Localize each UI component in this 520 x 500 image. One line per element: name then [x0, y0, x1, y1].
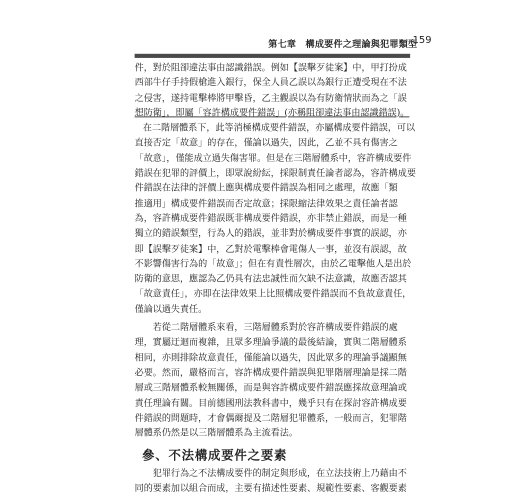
text-line: 必要。然而，嚴格而言，容許構成要件錯誤與犯罪階層理論是採二階 [134, 367, 407, 378]
text-line: 僅論以過失責任。 [134, 303, 208, 315]
text-line: 為，容許構成要件錯誤既非構成要件錯誤，亦非禁止錯誤，而是一種 [134, 212, 407, 224]
text-line: 件，對於阻卻違法事由認識錯誤。例如【誤擊歹徒案】中，甲打扮成 [134, 62, 407, 73]
paragraph-2 [135, 320, 412, 441]
text-line: 「故意責任」，亦即在法律效果上比照構成要件錯誤而不負故意責任， [134, 288, 412, 300]
text-line: 理，實屬迂迴而複雜，且眾多理論爭議的最後結論，實與二階層體系 [134, 337, 407, 348]
book-page [46, 6, 475, 494]
text-line: 件錯誤的問題時，才會偶爾提及二階層犯罪體系，一般而言，犯罪階 [134, 412, 407, 424]
text-line: 同的要素加以組合而成，主要有描述性要素、規範性要素、客觀要素 [134, 482, 407, 494]
text-line: 件錯誤在法律的評價上應與構成要件錯誤為相同之處理，故應「類 [134, 182, 398, 194]
section-heading: 參、不法構成要件之要素 [142, 447, 288, 463]
text-line: 「故意」，僅能成立過失傷害罪。但是在三階層體系中，容許構成要件 [134, 152, 412, 164]
paragraph-3 [135, 466, 412, 496]
page-number: 159 [412, 34, 432, 46]
text-line: 錯誤在犯罪的評價上，即眾說紛紜，採限制責任論者認為，容許構成要 [134, 167, 416, 179]
text-line: 之侵害，遂持電擊棒將甲擊昏，乙主觀誤以為有防衛情狀而為之「誤 [134, 92, 407, 103]
text-line: 層體系仍然是以三階層體系為主流看法。 [134, 427, 298, 439]
text-line: 在二階層體系下，此等消極構成要件錯誤，亦屬構成要件錯誤，可以 [142, 122, 416, 134]
text-line: 即【誤擊歹徒案】中，乙對於電擊棒會電傷人一事，並沒有誤認，故 [134, 243, 407, 254]
text-line: 西部牛仔手持假槍進入銀行，保全人員乙誤以為銀行正遭受現在不法 [134, 77, 407, 88]
text-line: 犯罪行為之不法構成要件的制定與形成，在立法技術上乃藉由不 [152, 467, 407, 479]
text-line: 相同，亦則排除故意責任，僅能論以過失，因此眾多的理論爭議顯無 [134, 352, 407, 363]
header-rule [135, 54, 411, 58]
text-line: 想防衛」，即屬「容許構成要件錯誤」(亦稱阻卻違法事由認識錯誤)。 [134, 107, 410, 119]
text-line: 責任理論有關。目前德國刑法教科書中，幾乎只有在探討容許構成要 [134, 397, 407, 409]
text-line: 獨立的錯誤類型，行為人的錯誤，並非對於構成要件事實的誤認，亦 [134, 228, 407, 239]
chapter-header-title: 第七章 構成要件之理論與犯罪類型 [268, 38, 418, 50]
paragraph-1 [134, 60, 416, 317]
text-line: 防衛的意思，應認為乙仍具有法忠誠性而欠缺不法意識，故應否認其 [134, 273, 407, 285]
text-line: 直接否定「故意」的存在，僅論以過失，因此，乙並不具有傷害之 [134, 137, 398, 149]
text-line: 若從二階層體系來看，三階層體系對於容許構成要件錯誤的處 [152, 321, 398, 333]
text-line: 層或三階層體系較無關係，而是與容許構成要件錯誤應採故意理論或 [134, 382, 407, 394]
text-line: 推適用」構成要件錯誤而否定故意；採限縮法律效果之責任論者認 [134, 197, 398, 209]
text-line: 不影響傷害行為的「故意」；但在有責性層次，由於乙電擊他人是出於 [134, 258, 412, 269]
